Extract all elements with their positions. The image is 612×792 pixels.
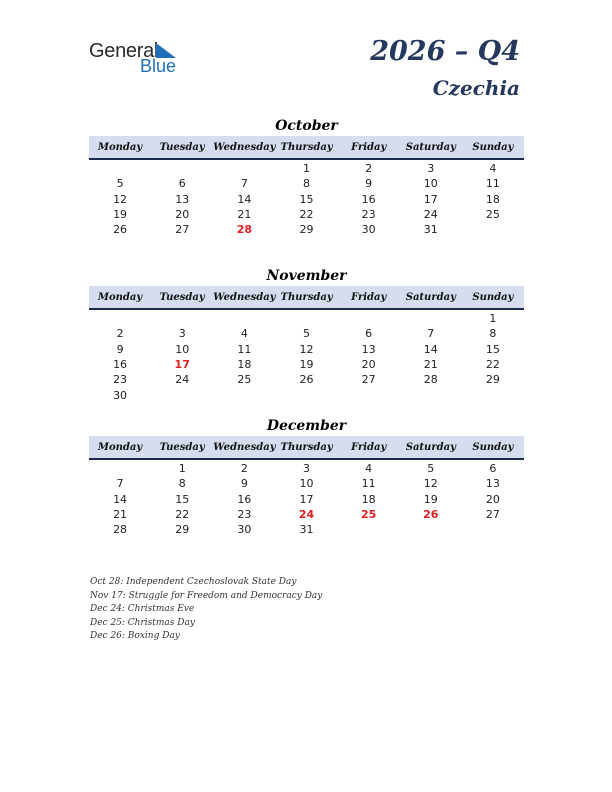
holiday-note: Dec 26: Boxing Day [90,631,180,642]
day-cell: 9 [240,477,248,491]
day-cell: 5 [302,327,310,341]
weekday-saturday: Saturday [405,291,456,303]
day-cell: 24 [175,373,190,387]
week-row [89,176,524,191]
week-row [89,207,524,222]
weekday-wednesday: Wednesday [213,141,276,153]
weekday-sunday: Sunday [472,441,514,453]
weekday-monday: Monday [97,441,143,453]
weekday-thursday: Thursday [280,291,333,303]
week-row [89,357,524,372]
day-cell: 30 [113,388,128,402]
week-row [89,387,524,402]
day-cell: 30 [237,523,252,537]
day-cell: 20 [361,358,376,372]
day-cell: 19 [113,208,128,222]
weekday-wednesday: Wednesday [213,291,276,303]
day-cell: 6 [365,327,373,341]
weekday-sunday: Sunday [472,141,514,153]
day-cell: 22 [175,508,190,522]
month-title: October [275,118,338,134]
logo-word-general: General [89,40,159,62]
day-cell: 10 [299,477,314,491]
week-row [89,342,524,357]
day-cell: 11 [237,342,252,356]
weekday-sunday: Sunday [472,291,514,303]
day-cell: 11 [485,177,500,191]
day-cell: 21 [113,508,128,522]
day-cell: 7 [427,327,435,341]
day-cell: 20 [175,208,190,222]
weekday-tuesday: Tuesday [159,441,205,453]
day-cell: 15 [175,492,190,506]
day-cell: 26 [299,373,314,387]
day-cell: 28 [113,523,128,537]
day-cell: 9 [365,177,373,191]
day-cell: 16 [237,492,252,506]
day-cell: 8 [489,327,497,341]
week-row [89,161,524,176]
day-cell: 3 [302,462,310,476]
week-row [89,476,524,491]
day-cell: 26 [423,508,439,522]
logo-word-blue: Blue [140,56,177,76]
weekday-friday: Friday [351,441,387,453]
day-cell: 10 [175,342,190,356]
day-cell: 1 [302,162,310,176]
day-cell: 7 [116,477,124,491]
day-cell: 17 [174,358,190,372]
day-cell: 27 [175,223,190,237]
day-cell: 14 [423,342,438,356]
weekday-friday: Friday [351,141,387,153]
day-cell: 21 [237,208,252,222]
day-cell: 31 [423,223,438,237]
day-cell: 18 [361,492,376,506]
day-cell: 12 [423,477,438,491]
day-cell: 13 [361,342,376,356]
day-cell: 29 [299,223,314,237]
day-cell: 9 [116,342,124,356]
day-cell: 8 [178,477,186,491]
day-cell: 2 [365,162,373,176]
weekday-saturday: Saturday [405,141,456,153]
weekday-thursday: Thursday [280,441,333,453]
weekday-header [89,436,524,460]
day-cell: 13 [485,477,500,491]
day-cell: 25 [360,508,377,522]
day-cell: 24 [298,508,315,522]
day-cell: 10 [423,177,438,191]
day-cell: 27 [361,373,376,387]
week-row [89,522,524,537]
day-cell: 25 [237,373,252,387]
holiday-note: Dec 25: Christmas Day [90,617,195,628]
day-cell: 18 [485,192,500,206]
weekday-header [89,286,524,310]
month-december [89,416,524,537]
month-october [89,116,524,237]
day-cell: 2 [116,327,124,341]
brand-logo [89,40,189,80]
week-row [89,372,524,387]
weekday-thursday: Thursday [280,141,333,153]
day-cell: 14 [237,192,252,206]
day-cell: 8 [302,177,310,191]
day-cell: 4 [365,462,373,476]
day-cell: 16 [361,192,376,206]
weekday-wednesday: Wednesday [213,441,276,453]
day-cell: 7 [240,177,248,191]
day-cell: 18 [237,358,252,372]
day-cell: 19 [299,358,314,372]
holiday-notes [90,576,322,644]
week-row [89,192,524,207]
week-row [89,222,524,237]
day-cell: 27 [485,508,500,522]
day-cell: 28 [423,373,438,387]
day-cell: 2 [240,462,248,476]
day-cell: 15 [299,192,314,206]
day-cell: 1 [489,312,497,326]
day-cell: 23 [113,373,128,387]
week-row [89,492,524,507]
day-cell: 17 [299,492,314,506]
day-cell: 22 [485,358,500,372]
day-cell: 11 [361,477,376,491]
week-row [89,311,524,326]
day-cell: 28 [236,223,252,237]
day-cell: 17 [423,192,438,206]
weekday-saturday: Saturday [405,441,456,453]
day-cell: 21 [423,358,438,372]
day-cell: 6 [489,462,497,476]
page-title: 2026 – Q4 [370,36,520,67]
day-cell: 13 [175,192,190,206]
day-cell: 29 [175,523,190,537]
weekday-monday: Monday [97,141,143,153]
day-cell: 14 [113,492,128,506]
day-cell: 4 [240,327,248,341]
day-cell: 23 [237,508,252,522]
day-cell: 6 [178,177,186,191]
weekday-monday: Monday [97,291,143,303]
holiday-note: Nov 17: Struggle for Freedom and Democracy Day [90,590,323,601]
day-cell: 20 [485,492,500,506]
day-cell: 15 [485,342,500,356]
week-row [89,326,524,341]
day-cell: 19 [423,492,438,506]
day-cell: 26 [113,223,128,237]
day-cell: 3 [427,162,435,176]
day-cell: 22 [299,208,314,222]
day-cell: 16 [113,358,128,372]
month-title: December [266,418,347,434]
week-row [89,507,524,522]
weekday-tuesday: Tuesday [159,141,205,153]
month-title: November [266,268,347,284]
day-cell: 29 [485,373,500,387]
day-cell: 5 [427,462,435,476]
day-cell: 5 [116,177,124,191]
day-cell: 24 [423,208,438,222]
country-name: Czechia [432,76,520,100]
day-cell: 25 [485,208,500,222]
day-cell: 30 [361,223,376,237]
holiday-note: Oct 28: Independent Czechoslovak State Day [90,577,297,587]
day-cell: 12 [299,342,314,356]
week-row [89,461,524,476]
month-november [89,266,524,403]
day-cell: 31 [299,523,314,537]
weekday-tuesday: Tuesday [159,291,205,303]
day-cell: 23 [361,208,376,222]
weekday-friday: Friday [351,291,387,303]
day-cell: 1 [178,462,186,476]
holiday-note: Dec 24: Christmas Eve [90,604,195,615]
weekday-header [89,136,524,160]
day-cell: 3 [178,327,186,341]
day-cell: 4 [489,162,497,176]
day-cell: 12 [113,192,128,206]
